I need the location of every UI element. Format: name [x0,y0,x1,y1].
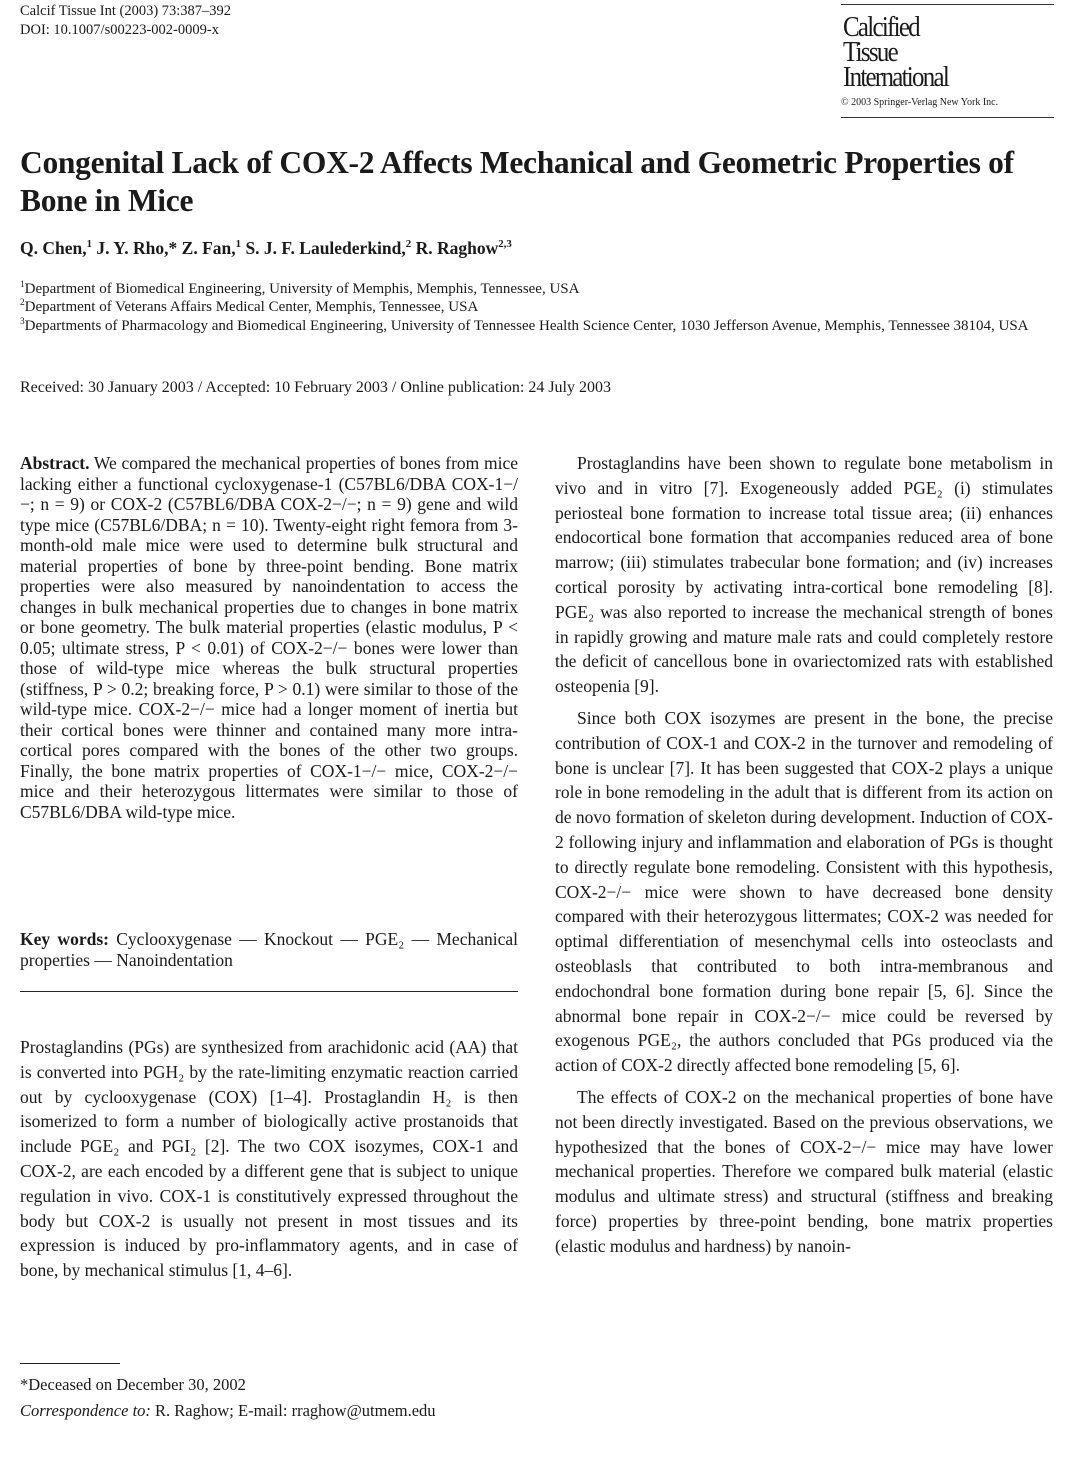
footnote-divider [20,1363,120,1364]
footnote-correspondence [20,1398,530,1424]
right-column [555,451,1053,1259]
correspondence-label: Correspondence to: [20,1401,151,1420]
body-paragraph: Since both COX isozymes are present in the bone, the precise contribution of COX-1 and COX-2 in the turnover and remodeling of bone is unclear [7]. It has been suggested that COX-2 plays a unique role in bone remodeling in the adult that is different from its action on de novo formation of skeleton during development. Induction of COX-2 following injury and inflammation and elaboration of PGs is thought to directly regulate bone remodeling. Consistent with this hypothesis, COX-2−/− mice were shown to have decreased bone density compared with their heterozygous littermates; COX-2 was needed for optimal differentiation of mesenchymal cells into osteoclasts and osteoblasls that contributed to both intra-membranous and endochondral bone formation during bone repair [5, 6]. Since the abnormal bone repair in COX-2−/− mice could be reversed by exogenous PGE₂, the authors concluded that PGs produced via the action of COX-2 directly affected bone remodeling [5, 6]. [555,707,1053,1076]
author-sup: 2,3 [498,238,512,251]
section-divider [20,991,518,992]
body-paragraph: Prostaglandins have been shown to regulate bone metabolism in vivo and in vitro [7]. Exogeneously added PGE₂ (i) stimulates periosteal bone formation to increase total tissue area; (ii) enhances endocortical bone formation that accompanies reduced area of bone marrow; (iii) stimulates trabecular bone formation; and (iv) increases cortical porosity by activating intra-cortical bone remodeling [8]. PGE₂ was also reported to increase the mechanical strength of bones in rapidly growing and mature male rats and could completely restore the deficit of cancellous bone in ovariectomized rats with established osteopenia [9]. [555,453,1053,697]
author-sup: 1 [86,238,93,251]
affiliation-1 [20,280,1060,298]
doi-line: DOI: 10.1007/s00223-002-0009-x [20,22,219,38]
author-name: Z. Fan, [181,238,236,258]
keywords-label: Key words: [20,929,109,949]
author-name: J. Y. Rho,* [92,238,182,258]
abstract-label: Abstract. [20,453,90,473]
logo-wordmark: Calcified Tissue International [843,11,949,93]
author-sup: 1 [235,238,242,251]
abstract [20,453,518,822]
affiliation-text: Department of Veterans Affairs Medical Center, Memphis, Tennessee, USA [24,299,479,316]
author-name: R. Raghow [411,238,499,258]
affiliation-3 [20,317,1060,335]
copyright-line: © 2003 Springer-Verlag New York Inc. [841,97,999,108]
author-list [20,238,512,259]
keywords-text: Cyclooxygenase — Knockout — PGE₂ — Mechanical properties — Nanoindentation [20,929,518,970]
affiliation-2 [20,298,1060,316]
journal-citation [20,2,231,40]
affiliation-sup: 3 [20,316,25,327]
article-title: Congenital Lack of COX-2 Affects Mechanical and Geometric Properties of Bone in Mice [20,145,1014,218]
journal-logo [841,4,1054,118]
author-sup: 2 [405,238,412,251]
author-name: S. J. F. Laulederkind, [241,238,406,258]
keywords [20,929,518,970]
abstract-text: We compared the mechanical properties of bones from mice lacking either a functional cycloxygenase-1 (C57BL6/DBA COX-1−/−; n = 9) or COX-2 (C57BL6/DBA COX-2−/−; n = 9) gene and wild type mice (C57BL6/DBA; n = 10). Twenty-eight right femora from 3-month-old male mice were used to determine bulk structural and material properties of bone by three-point bending. Bone matrix properties were also measured by nanoindentation to access the changes in bulk mechanical properties due to changes in bone matrix or bone geometry. The bulk material properties (elastic modulus, P < 0.05; ultimate stress, P < 0.01) of COX-2−/− bones were lower than those of wild-type mice whereas the bulk structural properties (stiffness, P > 0.2; breaking force, P > 0.1) were similar to those of the wild-type mice. COX-2−/− mice had a longer moment of inertia but their cortical bones were thinner and contained many more intra-cortical pores compared with the bones of the other two groups. Finally, the bone matrix properties of COX-1−/− mice, COX-2−/− mice and their heterozygous littermates were similar to those of C57BL6/DBA wild-type mice. [20,453,518,822]
author-name: Q. Chen, [20,238,87,258]
footnotes [20,1372,530,1424]
affiliation-text: Department of Biomedical Engineering, University of Memphis, Memphis, Tennessee, USA [24,281,580,297]
publication-dates: Received: 30 January 2003 / Accepted: 10 February 2003 / Online publication: 24 July 2003 [20,379,611,396]
affiliation-text: Departments of Pharmacology and Biomedical Engineering, University of Tennessee Health Science Center, 1030 Jefferson Avenue, Memphis, Tennessee 38104, USA [24,317,1029,334]
correspondence-text: R. Raghow; E-mail: rraghow@utmem.edu [150,1401,436,1420]
intro-paragraph: Prostaglandins (PGs) are synthesized from arachidonic acid (AA) that is converted into PGH₂ by the rate-limiting enzymatic reaction carried out by cyclooxygenase (COX) [1–4]. Prostaglandin H₂ is then isomerized to form a number of biologically active prostanoids that include PGE₂ and PGI₂ [2]. The two COX isozymes, COX-1 and COX-2, are each encoded by a different gene that is subject to unique regulation in vivo. COX-1 is constitutively expressed throughout the body but COX-2 is usually not present in most tissues and its expression is induced by pro-inflammatory agents, and in case of bone, by mechanical stimulus [1, 4–6]. [20,1037,518,1281]
affiliation-sup: 2 [20,298,25,309]
citation-line: Calcif Tissue Int (2003) 73:387–392 [20,3,232,19]
body-paragraph: The effects of COX-2 on the mechanical properties of bone have not been directly investigated. Based on the previous observations, we hypothesized that the bones of COX-2−/− mice may have lower mechanical properties. Therefore we compared bulk material (elastic modulus and ultimate stress) and structural (stiffness and breaking force) properties by three-point bending, bone matrix properties (elastic modulus and hardness) by nanoin- [555,1086,1053,1256]
affiliation-sup: 1 [20,280,25,290]
footnote-deceased: *Deceased on December 30, 2002 [20,1375,246,1394]
affiliations [20,280,1060,335]
